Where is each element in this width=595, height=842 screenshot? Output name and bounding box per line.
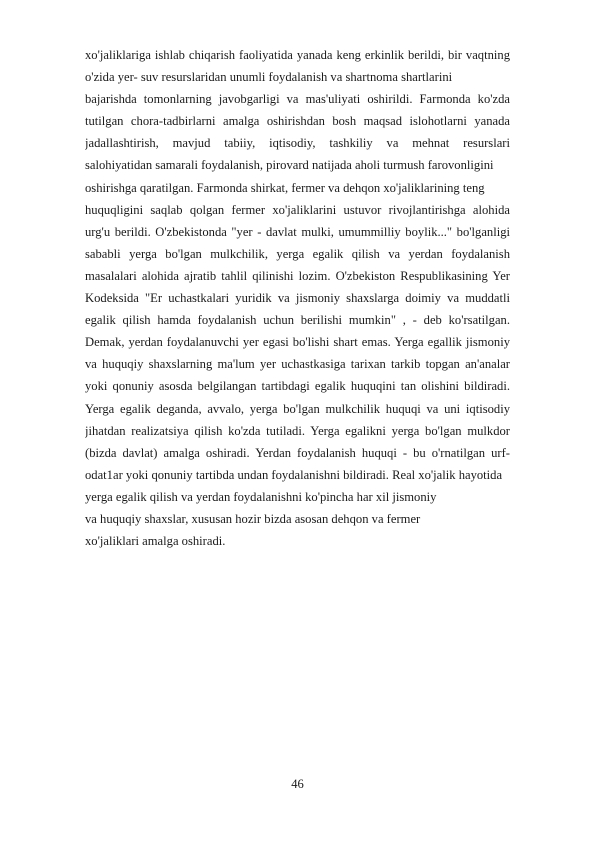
text-line: huquqligini saqlab qolgan fermer xo'jaliklarini ustuvor rivojlantirishga alohida [85,202,510,217]
text-line: oshirishga qaratilgan. Farmonda shirkat, fermer va dehqon xo'jaliklarining teng [85,180,485,195]
text-line: egalik qilish hamda foydalanish uchun berilishi mumkin" , - deb ko'rsatilgan. [85,313,510,328]
text-line: bajarishda tomonlarning javobgarligi va mas'uliyati oshirildi. Farmonda ko'zda [85,92,510,107]
text-line: odat1ar yoki qonuniy tartibda undan foydalanishni bildiradi. Real xo'jalik hayotida [85,467,503,482]
body-text [85,44,510,552]
text-line: Yerga egalik deganda, avvalo, yerga bo'lgan mulkchilik huquqi va uni iqtisodiy [85,401,510,416]
text-line: (bizda davlat) amalga oshiradi. Yerdan foydalanish huquqi - bu o'rnatilgan urf- [85,445,510,460]
text-line: salohiyatidan samarali foydalanish, pirovard natijada aholi turmush farovonligini [85,158,494,173]
text-line: masalalari alohida ajratib tahlil qilinishi lozim. O'zbekiston Respublikasining Yer [85,268,510,283]
text-line: xo'jaliklariga ishlab chiqarish faoliyatida yanada keng erkinlik berildi, bir vaqtning [85,48,510,62]
text-line: o'zida yer- suv resurslaridan unumli foydalanish va shartnoma shartlarini [85,70,453,85]
text-line: xo'jaliklari amalga oshiradi. [85,534,226,549]
text-line: Kodeksida "Er uchastkalari yuridik va jismoniy shaxslarga doimiy va muddatli [85,291,510,306]
page-number: 46 [291,777,304,791]
text-line: sababli yerga bo'lgan mulkchilik, yerga egalik qilish va yerdan foydalanish [85,246,510,261]
text-line: va huquqiy shaxslar, xususan hozir bizda asosan dehqon va fermer [85,511,421,526]
text-line: jadallashtirish, mavjud tabiiy, iqtisodiy, tashkiliy va mehnat resurslari [85,136,510,151]
text-line: yoki qonuniy asosda belgilangan tartibdagi egalik huquqini tan olishini bildiradi. [85,379,510,394]
text-line: urg'u berildi. O'zbekistonda "yer - davlat mulki, umummilliy boylik..." bo'lganligi [85,224,510,239]
text-line: Demak, yerdan foydalanuvchi yer egasi bo'lishi shart emas. Yerga egallik jismoniy [85,335,510,350]
text-line: va huquqiy shaxslarning ma'lum yer uchastkasiga tarixan tarkib topgan an'analar [85,357,510,372]
text-line: tutilgan chora-tadbirlarni amalga oshirishdan bosh maqsad islohotlarni yanada [85,114,510,129]
text-line: yerga egalik qilish va yerdan foydalanishni ko'pincha har xil jismoniy [85,489,437,504]
text-line: jihatdan realizatsiya qilish ko'zda tutiladi. Yerga egalikni yerga bo'lgan mulkdor [85,423,510,438]
